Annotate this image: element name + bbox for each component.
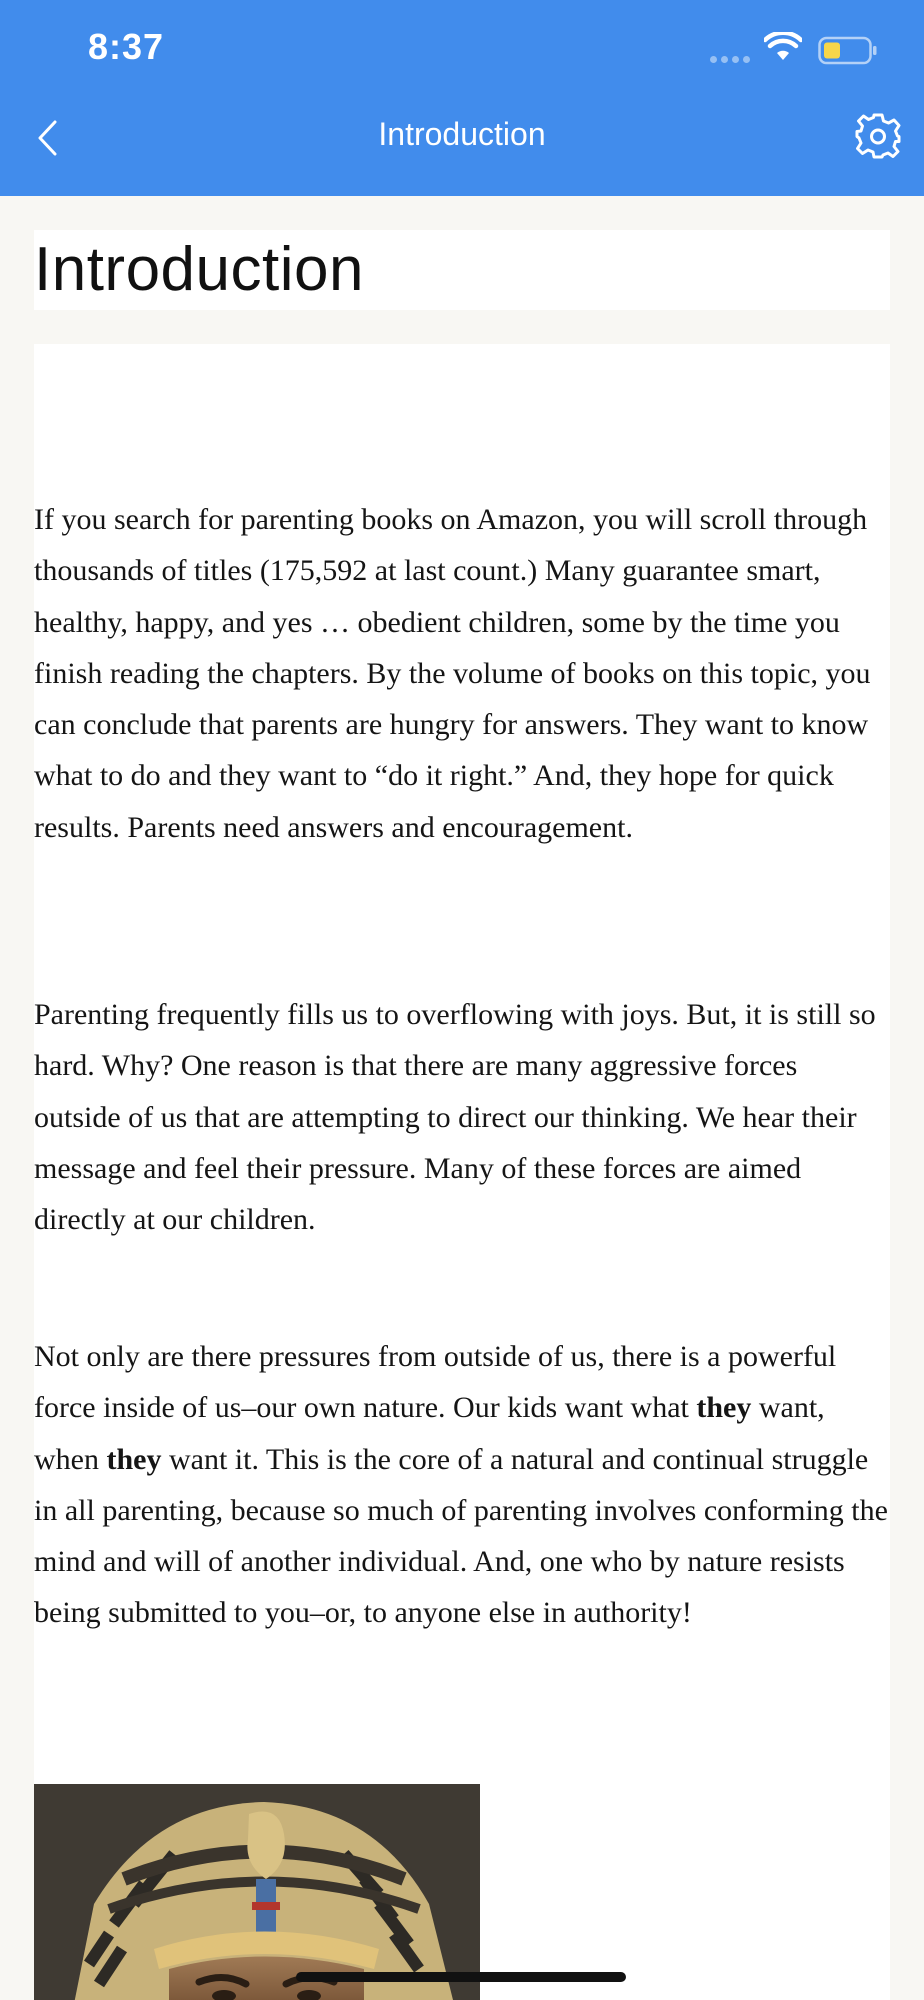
gear-icon — [854, 112, 902, 160]
emphasis-text: they — [106, 1442, 162, 1476]
cellular-signal-icon — [710, 56, 750, 63]
battery-icon — [818, 36, 878, 71]
page-title: Introduction — [34, 235, 364, 304]
paragraph-text: want, when — [34, 1391, 825, 1476]
paragraph-1 — [34, 494, 890, 853]
paragraph-3 — [34, 1331, 890, 1639]
paragraph-2 — [34, 989, 890, 1245]
back-button[interactable] — [18, 110, 78, 166]
home-indicator[interactable] — [296, 1972, 626, 1982]
nav-title: Introduction — [378, 116, 546, 152]
pharaoh-image — [34, 1784, 480, 2000]
paragraph-text: Parenting frequently fills us to overflowing with joys. But, it is still so hard. Why? One reason is that there are many aggressive forces outside of us that are attempting to direct our thinking. We hear their message and feel their pressure. Many of these forces are aimed directly at our children. — [34, 998, 876, 1237]
settings-button[interactable] — [850, 108, 906, 164]
pharaoh-illustration — [34, 1784, 480, 2000]
title-card — [34, 230, 890, 310]
chevron-left-icon — [35, 118, 61, 158]
emphasis-text: they — [696, 1391, 752, 1425]
paragraph-text: Not only are there pressures from outside of us, there is a powerful force inside of us–our own nature. Our kids want what — [34, 1340, 837, 1425]
article-body — [34, 344, 890, 2000]
paragraph-text: If you search for parenting books on Amazon, you will scroll through thousands of titles (175,592 at last count.) Many guarantee smart, healthy, happy, and yes … obedient children, some by the time you finish reading the chapters. By the volume of books on this topic, you can conclude that parents are hungry for answers. They want to know what to do and they want to “do it right.” And, they hope for quick results. Parents need answers and encouragement. — [34, 503, 871, 844]
paragraph-text: want it. This is the core of a natural and continual struggle in all parenting, because so much of parenting involves conforming the mind and will of another individual. And, one who by nature resists being submitted to you–or, to anyone else in authority! — [34, 1442, 888, 1630]
wifi-icon — [764, 32, 802, 67]
status-time: 8:37 — [88, 26, 165, 67]
app-header — [0, 0, 924, 196]
